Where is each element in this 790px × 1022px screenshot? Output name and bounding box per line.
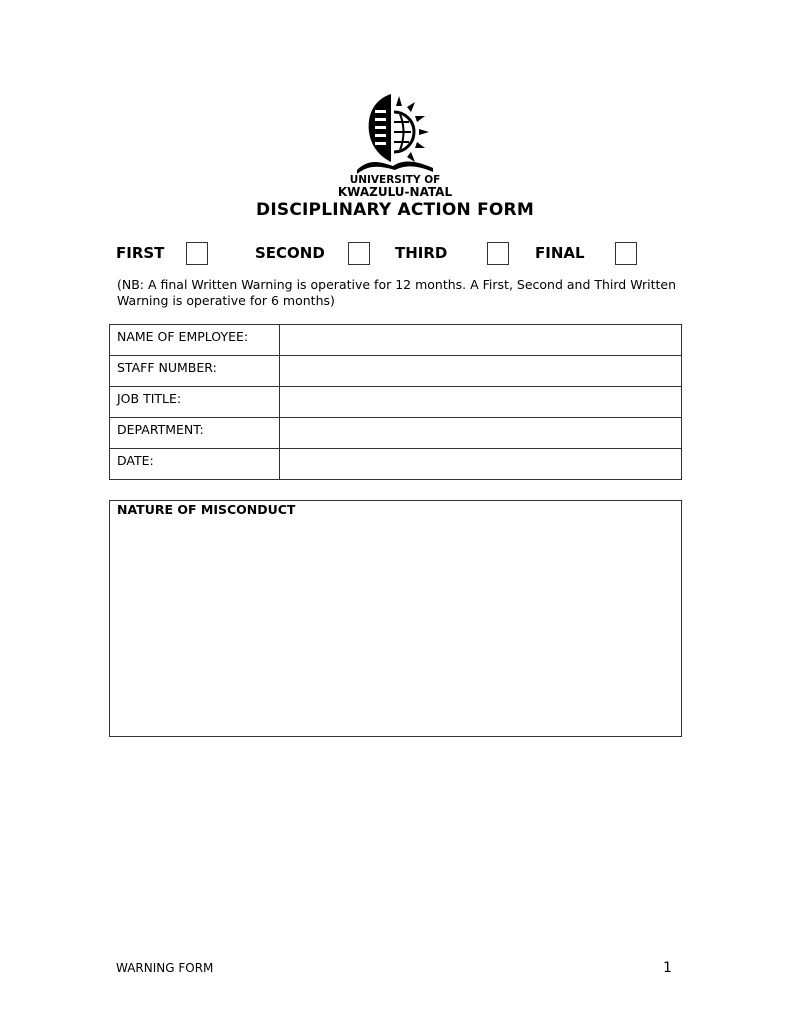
level-label-second: SECOND: [255, 244, 325, 262]
page-number: 1: [663, 960, 672, 976]
table-row: [110, 387, 682, 418]
checkbox-third[interactable]: [487, 242, 509, 265]
university-logo-icon: [355, 92, 435, 174]
table-row: [110, 356, 682, 387]
field-label-date: DATE:: [110, 449, 280, 480]
table-row: [110, 449, 682, 480]
institution-name: [330, 174, 460, 198]
employee-name-field[interactable]: [280, 325, 682, 356]
level-label-first: FIRST: [116, 244, 165, 262]
checkbox-final[interactable]: [615, 242, 637, 265]
institution-line-2: KWAZULU-NATAL: [337, 185, 453, 199]
department-field[interactable]: [280, 418, 682, 449]
misconduct-heading: NATURE OF MISCONDUCT: [117, 502, 296, 517]
field-label-staff-number: STAFF NUMBER:: [110, 356, 280, 387]
institution-line-1: UNIVERSITY OF: [349, 174, 441, 186]
validity-note: (NB: A final Written Warning is operative for 12 months. A First, Second and Third Written Warning is operative for 6 months): [117, 277, 677, 308]
field-label-name: NAME OF EMPLOYEE:: [110, 325, 280, 356]
employee-details-table: [109, 324, 682, 480]
form-title: DISCIPLINARY ACTION FORM: [256, 200, 534, 220]
job-title-field[interactable]: [280, 387, 682, 418]
warning-level-selector: [116, 242, 676, 270]
checkbox-second[interactable]: [348, 242, 370, 265]
checkbox-first[interactable]: [186, 242, 208, 265]
footer-form-name: WARNING FORM: [116, 961, 214, 975]
field-label-job-title: JOB TITLE:: [110, 387, 280, 418]
level-label-third: THIRD: [395, 244, 448, 262]
level-label-final: FINAL: [535, 244, 585, 262]
date-field[interactable]: [280, 449, 682, 480]
misconduct-section: [109, 500, 682, 737]
table-row: [110, 325, 682, 356]
staff-number-field[interactable]: [280, 356, 682, 387]
misconduct-input[interactable]: [110, 521, 681, 736]
field-label-department: DEPARTMENT:: [110, 418, 280, 449]
table-row: [110, 418, 682, 449]
